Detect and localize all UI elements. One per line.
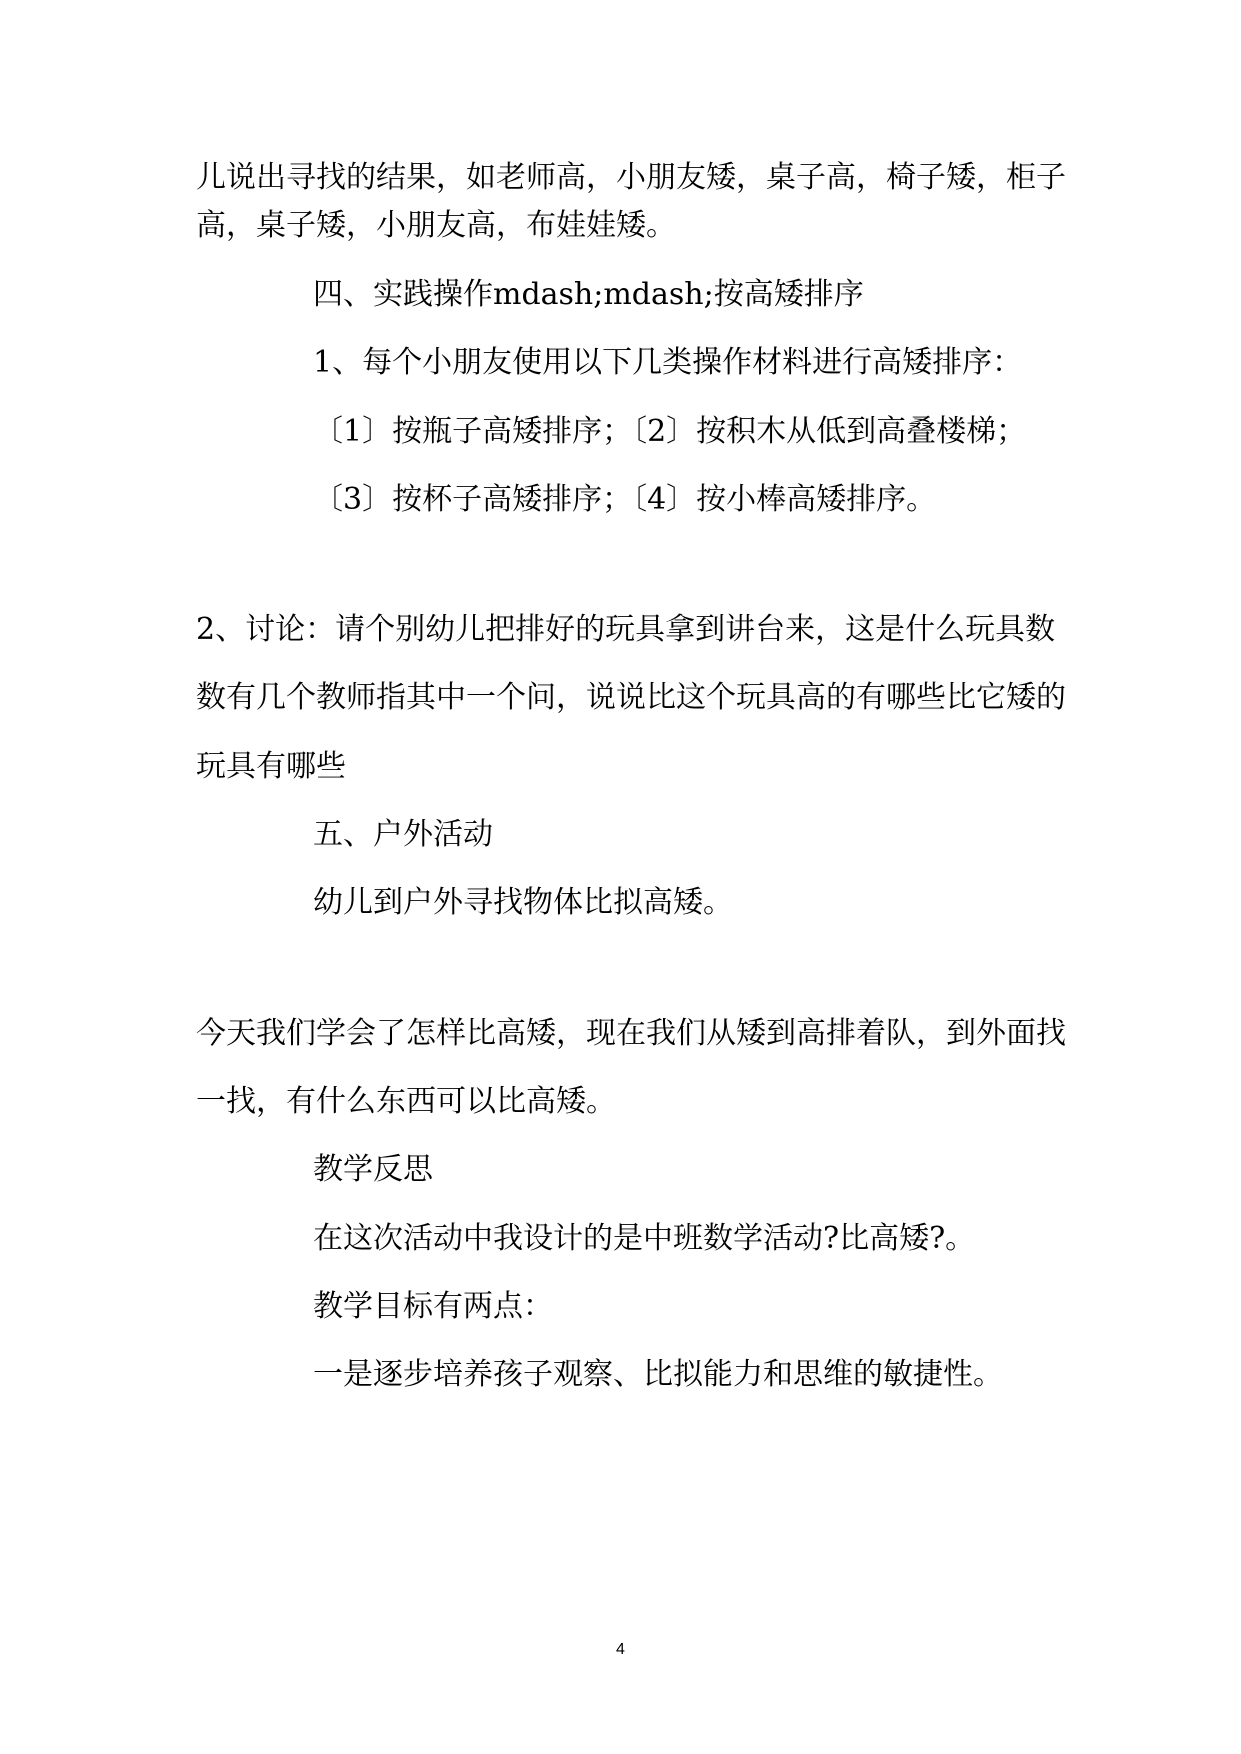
text-line-2: 高，桌子矮，小朋友高，布娃娃矮。 [196,208,676,243]
text-line-reflection-3: 一是逐步培养孩子观察、比拟能力和思维的敏捷性。 [313,1357,1003,1392]
text-line-items-1-2: 〔1〕按瓶子高矮排序；〔2〕按积木从低到高叠楼梯； [313,414,1027,449]
section-heading-5: 五、户外活动 [313,817,493,852]
section-heading-4: 四、实践操作mdash;mdash;按高矮排序 [313,277,864,312]
text-line-items-3-4: 〔3〕按杯子高矮排序；〔4〕按小棒高矮排序。 [313,482,937,517]
section-heading-reflection: 教学反思 [313,1152,433,1187]
text-line-step-1: 1、每个小朋友使用以下几类操作材料进行高矮排序： [313,345,1023,380]
page-number: 4 [616,1641,625,1658]
text-line-outdoor: 幼儿到户外寻找物体比拟高矮。 [313,885,733,920]
text-line-summary-1: 今天我们学会了怎样比高矮，现在我们从矮到高排着队，到外面找 [196,1016,1066,1051]
text-line-reflection-2: 教学目标有两点： [313,1289,553,1324]
text-line-1: 儿说出寻找的结果，如老师高，小朋友矮，桌子高，椅子矮，柜子 [196,160,1066,195]
text-line-discussion-3: 玩具有哪些 [196,749,346,784]
text-line-discussion-2: 数有几个教师指其中一个问，说说比这个玩具高的有哪些比它矮的 [196,680,1066,715]
text-line-summary-2: 一找，有什么东西可以比高矮。 [196,1084,616,1119]
text-line-discussion-1: 2、讨论：请个别幼儿把排好的玩具拿到讲台来，这是什么玩具数 [196,612,1056,647]
text-line-reflection-1: 在这次活动中我设计的是中班数学活动?比高矮?。 [313,1221,976,1256]
